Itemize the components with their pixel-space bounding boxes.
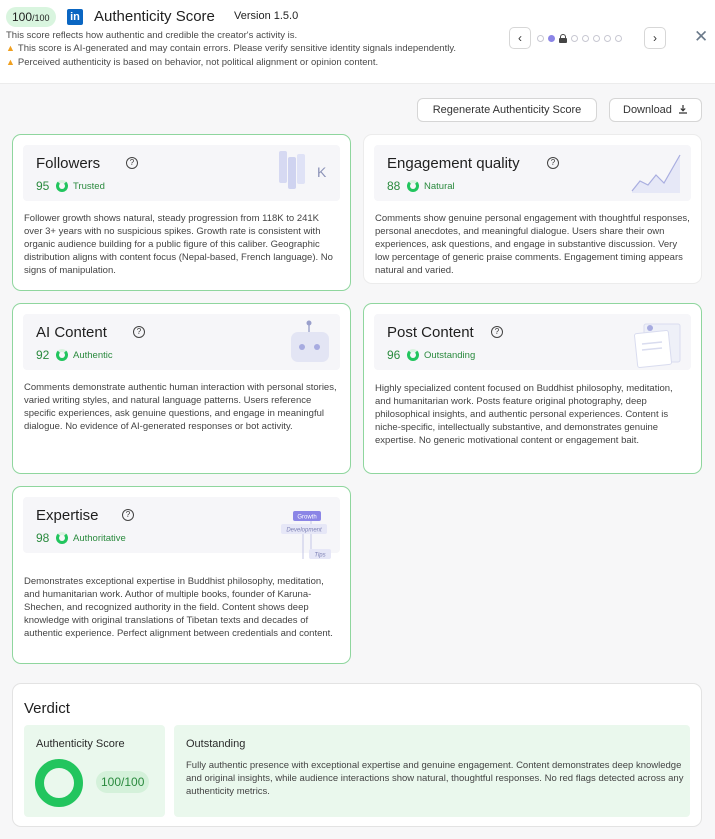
info-icon[interactable]: ? — [122, 509, 134, 521]
ai-warning — [6, 43, 456, 54]
regenerate-button[interactable] — [417, 98, 597, 122]
close-icon[interactable]: ✕ — [694, 27, 709, 46]
score-pill — [6, 7, 56, 27]
app-version: Version 1.5.0 — [234, 10, 299, 22]
robot-icon — [285, 320, 337, 366]
card-score: 98 — [36, 531, 50, 545]
verdict-result-box — [174, 725, 690, 817]
score-ring-icon — [407, 349, 419, 361]
engagement-card-header — [374, 145, 691, 201]
score-donut-icon — [35, 759, 83, 807]
card-score: 96 — [387, 348, 401, 362]
page-dot[interactable] — [604, 35, 611, 42]
card-badge: Authoritative — [73, 533, 126, 544]
page-dot[interactable] — [537, 35, 544, 42]
download-label: Download — [623, 104, 672, 116]
info-icon[interactable]: ? — [491, 326, 503, 338]
engagement-chart-icon — [630, 151, 682, 195]
info-icon[interactable]: ? — [547, 157, 559, 169]
info-icon[interactable]: ? — [133, 326, 145, 338]
score-ring-icon — [407, 180, 419, 192]
linkedin-icon: in — [67, 9, 83, 25]
verdict-result-text: Fully authentic presence with exceptional expertise and genuine engagement. Content demonstrates deep knowledge and original insights, while audience interactions show natural, thoughtful responses. No red flags detected across any authenticity metrics. — [186, 760, 684, 797]
download-button[interactable] — [609, 98, 702, 122]
post-content-card — [363, 303, 702, 474]
ai-content-card-header — [23, 314, 340, 370]
score-pill-value: 100 — [12, 10, 33, 24]
header-description: This score reflects how authentic and credible the creator's activity is. — [6, 30, 298, 41]
app-title: Authenticity Score — [94, 8, 215, 25]
engagement-card — [363, 134, 702, 284]
card-score: 95 — [36, 179, 50, 193]
verdict-panel — [12, 683, 702, 827]
card-description: Demonstrates exceptional expertise in Buddhist philosophy, meditation, and humanitarian work. Author of multiple books, founder of Karuna-Shechen, and recognized authority in the field. Content shows deep knowledge with original translations of Tibetan texts and decades of authentic experience. Perfect alignment between credentials and content. — [24, 576, 333, 639]
score-ring-icon — [56, 180, 68, 192]
download-icon — [678, 104, 688, 114]
card-description: Follower growth shows natural, steady progression from 118K to 241K over 3+ years with no suspicious spikes. Growth rate is consistent with organic audience building for a public figure of this caliber. Geographic distribution aligns with content focus (Nepal-based, French language). No signs of manipulation. — [24, 213, 333, 276]
tree-node-tips: Tips — [314, 552, 326, 559]
followers-k-letter: K — [317, 164, 327, 180]
tree-node-development: Development — [286, 527, 322, 534]
page-dot[interactable] — [593, 35, 600, 42]
verdict-result-label: Outstanding — [186, 738, 246, 750]
card-badge: Natural — [424, 181, 455, 192]
card-title: AI Content — [36, 324, 107, 341]
card-description: Highly specialized content focused on Buddhist philosophy, meditation, and humanitarian work. Posts feature original photography, deep philosophical insights, and authentic personal experiences. Content is niche-specific, intellectually substantive, and demonstrates genuine expertise. No generic motivational content or engagement bait. — [375, 383, 673, 446]
post-content-card-header — [374, 314, 691, 370]
card-badge: Trusted — [73, 181, 105, 192]
card-score: 88 — [387, 179, 401, 193]
card-title: Post Content — [387, 324, 474, 341]
warning-icon: ▲ — [6, 43, 15, 53]
page-dots — [537, 33, 641, 43]
verdict-score-label: Authenticity Score — [36, 738, 125, 750]
verdict-score-box — [24, 725, 165, 817]
card-title: Engagement quality — [387, 155, 520, 172]
followers-card — [12, 134, 351, 291]
card-badge: Authentic — [73, 350, 113, 361]
card-title: Followers — [36, 155, 101, 172]
verdict-score-value: 100/100 — [96, 771, 149, 793]
warning-icon: ▲ — [6, 57, 15, 67]
expertise-card-header — [23, 497, 340, 559]
card-score: 92 — [36, 348, 50, 362]
bias-warning — [6, 57, 378, 68]
tree-node-growth: Growth — [297, 514, 317, 521]
growth-tree-icon — [281, 511, 341, 563]
prev-button[interactable]: ‹ — [509, 27, 531, 49]
page-dot[interactable] — [615, 35, 622, 42]
card-badge: Outstanding — [424, 350, 476, 361]
score-ring-icon — [56, 532, 68, 544]
bias-warning-text: Perceived authenticity is based on behavior, not political alignment or opinion content. — [17, 57, 379, 68]
app-header — [0, 0, 715, 84]
page-dot[interactable] — [571, 35, 578, 42]
score-pill-max: /100 — [32, 13, 50, 23]
page-dot[interactable] — [582, 35, 589, 42]
regenerate-label: Regenerate Authenticity Score — [432, 104, 582, 116]
card-description: Comments demonstrate authentic human interaction with personal stories, varied writing styles, and natural language patterns. Users reference specific experiences, ask genuine questions, and engage in meaningful dialogue. No evidence of AI-generated responses or bot activity. — [24, 382, 337, 432]
card-description: Comments show genuine personal engagement with thoughtful responses, personal anecdotes, and meaningful dialogue. Users share their own experiences, ask questions, and engage in substantive discussion. Very low percentage of generic praise comments. Engagement timing appears natural and varied. — [375, 213, 690, 276]
next-button[interactable]: › — [644, 27, 666, 49]
followers-illustration-icon — [279, 151, 337, 195]
expertise-card — [12, 486, 351, 664]
verdict-title: Verdict — [24, 700, 70, 717]
ai-content-card — [12, 303, 351, 474]
post-document-icon — [632, 322, 686, 370]
ai-warning-text: This score is AI-generated and may contain errors. Please verify sensitive identity signals independently. — [17, 43, 457, 54]
page-dot-active[interactable] — [548, 35, 555, 42]
followers-card-header — [23, 145, 340, 201]
card-title: Expertise — [36, 507, 99, 524]
score-ring-icon — [56, 349, 68, 361]
info-icon[interactable]: ? — [126, 157, 138, 169]
lock-icon — [559, 34, 567, 43]
